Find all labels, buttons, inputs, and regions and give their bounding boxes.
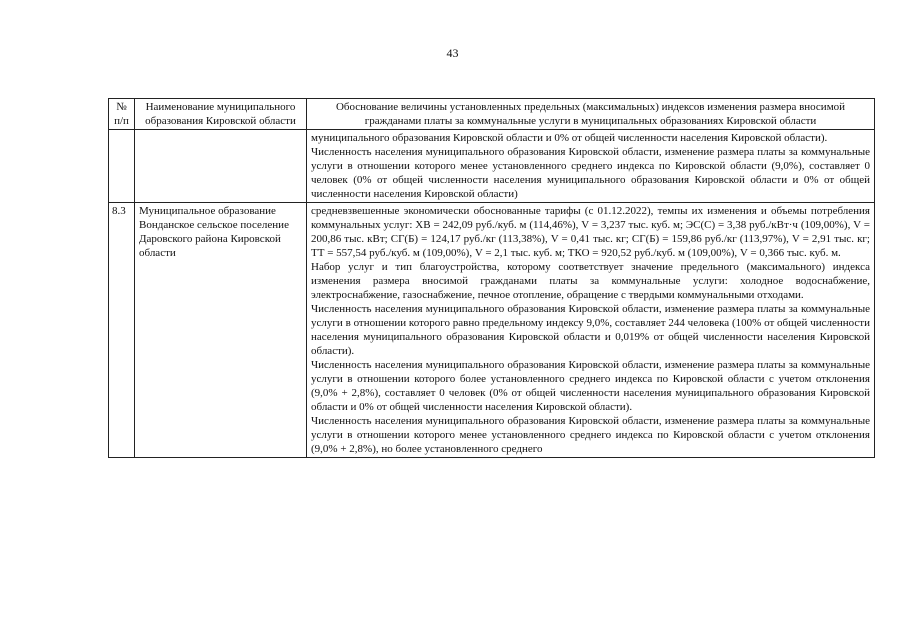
header-justification: Обоснование величины установленных предельных (максимальных) индексов изменения размера вносимой гражданами платы за коммунальные услуги в муниципальных образованиях Кировской области: [307, 99, 875, 130]
municipality-name: [135, 130, 307, 203]
tariff-justification-table: [108, 98, 875, 458]
municipality-name: Муниципальное образование Вонданское сельское поселение Даровского района Кировской области: [135, 203, 307, 458]
justification-cell: [307, 203, 875, 458]
header-number: № п/п: [109, 99, 135, 130]
table-row: [109, 130, 875, 203]
page-number: 43: [446, 46, 459, 60]
paragraph: средневзвешенные экономически обоснованные тарифы (с 01.12.2022), темпы их изменения и объемы потребления коммунальных услуг: ХВ = 242,09 руб./куб. м (114,46%), V = 3,237 тыс. куб. м; ЭС(С) = 3,38 руб./кВт·ч (109,00%), V = 200,86 тыс. кВт; СГ(Б) = 124,17 руб./кг (113,38%), V = 0,41 тыс. кг; СГ(Б) = 159,86 руб./кг (113,97%), V = 2,91 тыс. кг; ТТ = 557,54 руб./куб. м (109,00%), V = 2,1 тыс. куб. м; ТКО = 920,52 руб./куб. м (109,00%), V = 0,366 тыс. куб. м.: [311, 205, 870, 259]
paragraph: Численность населения муниципального образования Кировской области, изменение размера платы за коммунальные услуги в отношении которого менее установленного среднего индекса по Кировской области (9,0%), составляет 0 человек (0% от общей численности населения муниципального образования Кировской области и 0% от общей численности населения Кировской области): [311, 146, 870, 200]
row-number: 8.3: [109, 203, 135, 458]
table-header-row: [109, 99, 875, 130]
paragraph: Численность населения муниципального образования Кировской области, изменение размера платы за коммунальные услуги в отношении которого менее установленного среднего индекса по Кировской области с учетом отклонения (9,0% + 2,8%), но более установленного среднего: [311, 415, 870, 455]
paragraph: Численность населения муниципального образования Кировской области, изменение размера платы за коммунальные услуги в отношении которого равно предельному индексу 9,0%, составляет 244 человека (100% от общей численности населения муниципального образования Кировской области и 0,019% от общей численности населения Кировской области).: [311, 303, 870, 357]
paragraph: муниципального образования Кировской области и 0% от общей численности населения Кировской области).: [311, 132, 828, 144]
paragraph: Численность населения муниципального образования Кировской области, изменение размера платы за коммунальные услуги в отношении которого более установленного среднего индекса по Кировской области с учетом отклонения (9,0% + 2,8%), составляет 0 человек (0% от общей численности населения муниципального образования Кировской области и 0% от общей численности населения Кировской области).: [311, 359, 870, 413]
row-number: [109, 130, 135, 203]
paragraph: Набор услуг и тип благоустройства, которому соответствует значение предельного (максимального) индекса изменения размера вносимой гражданами платы за коммунальные услуги: холодное водоснабжение, электроснабжение, газоснабжение, печное отопление, обращение с твердыми коммунальными отходами.: [311, 261, 870, 301]
table-row: [109, 203, 875, 458]
justification-cell: [307, 130, 875, 203]
header-municipality-name: Наименование муниципального образования Кировской области: [135, 99, 307, 130]
